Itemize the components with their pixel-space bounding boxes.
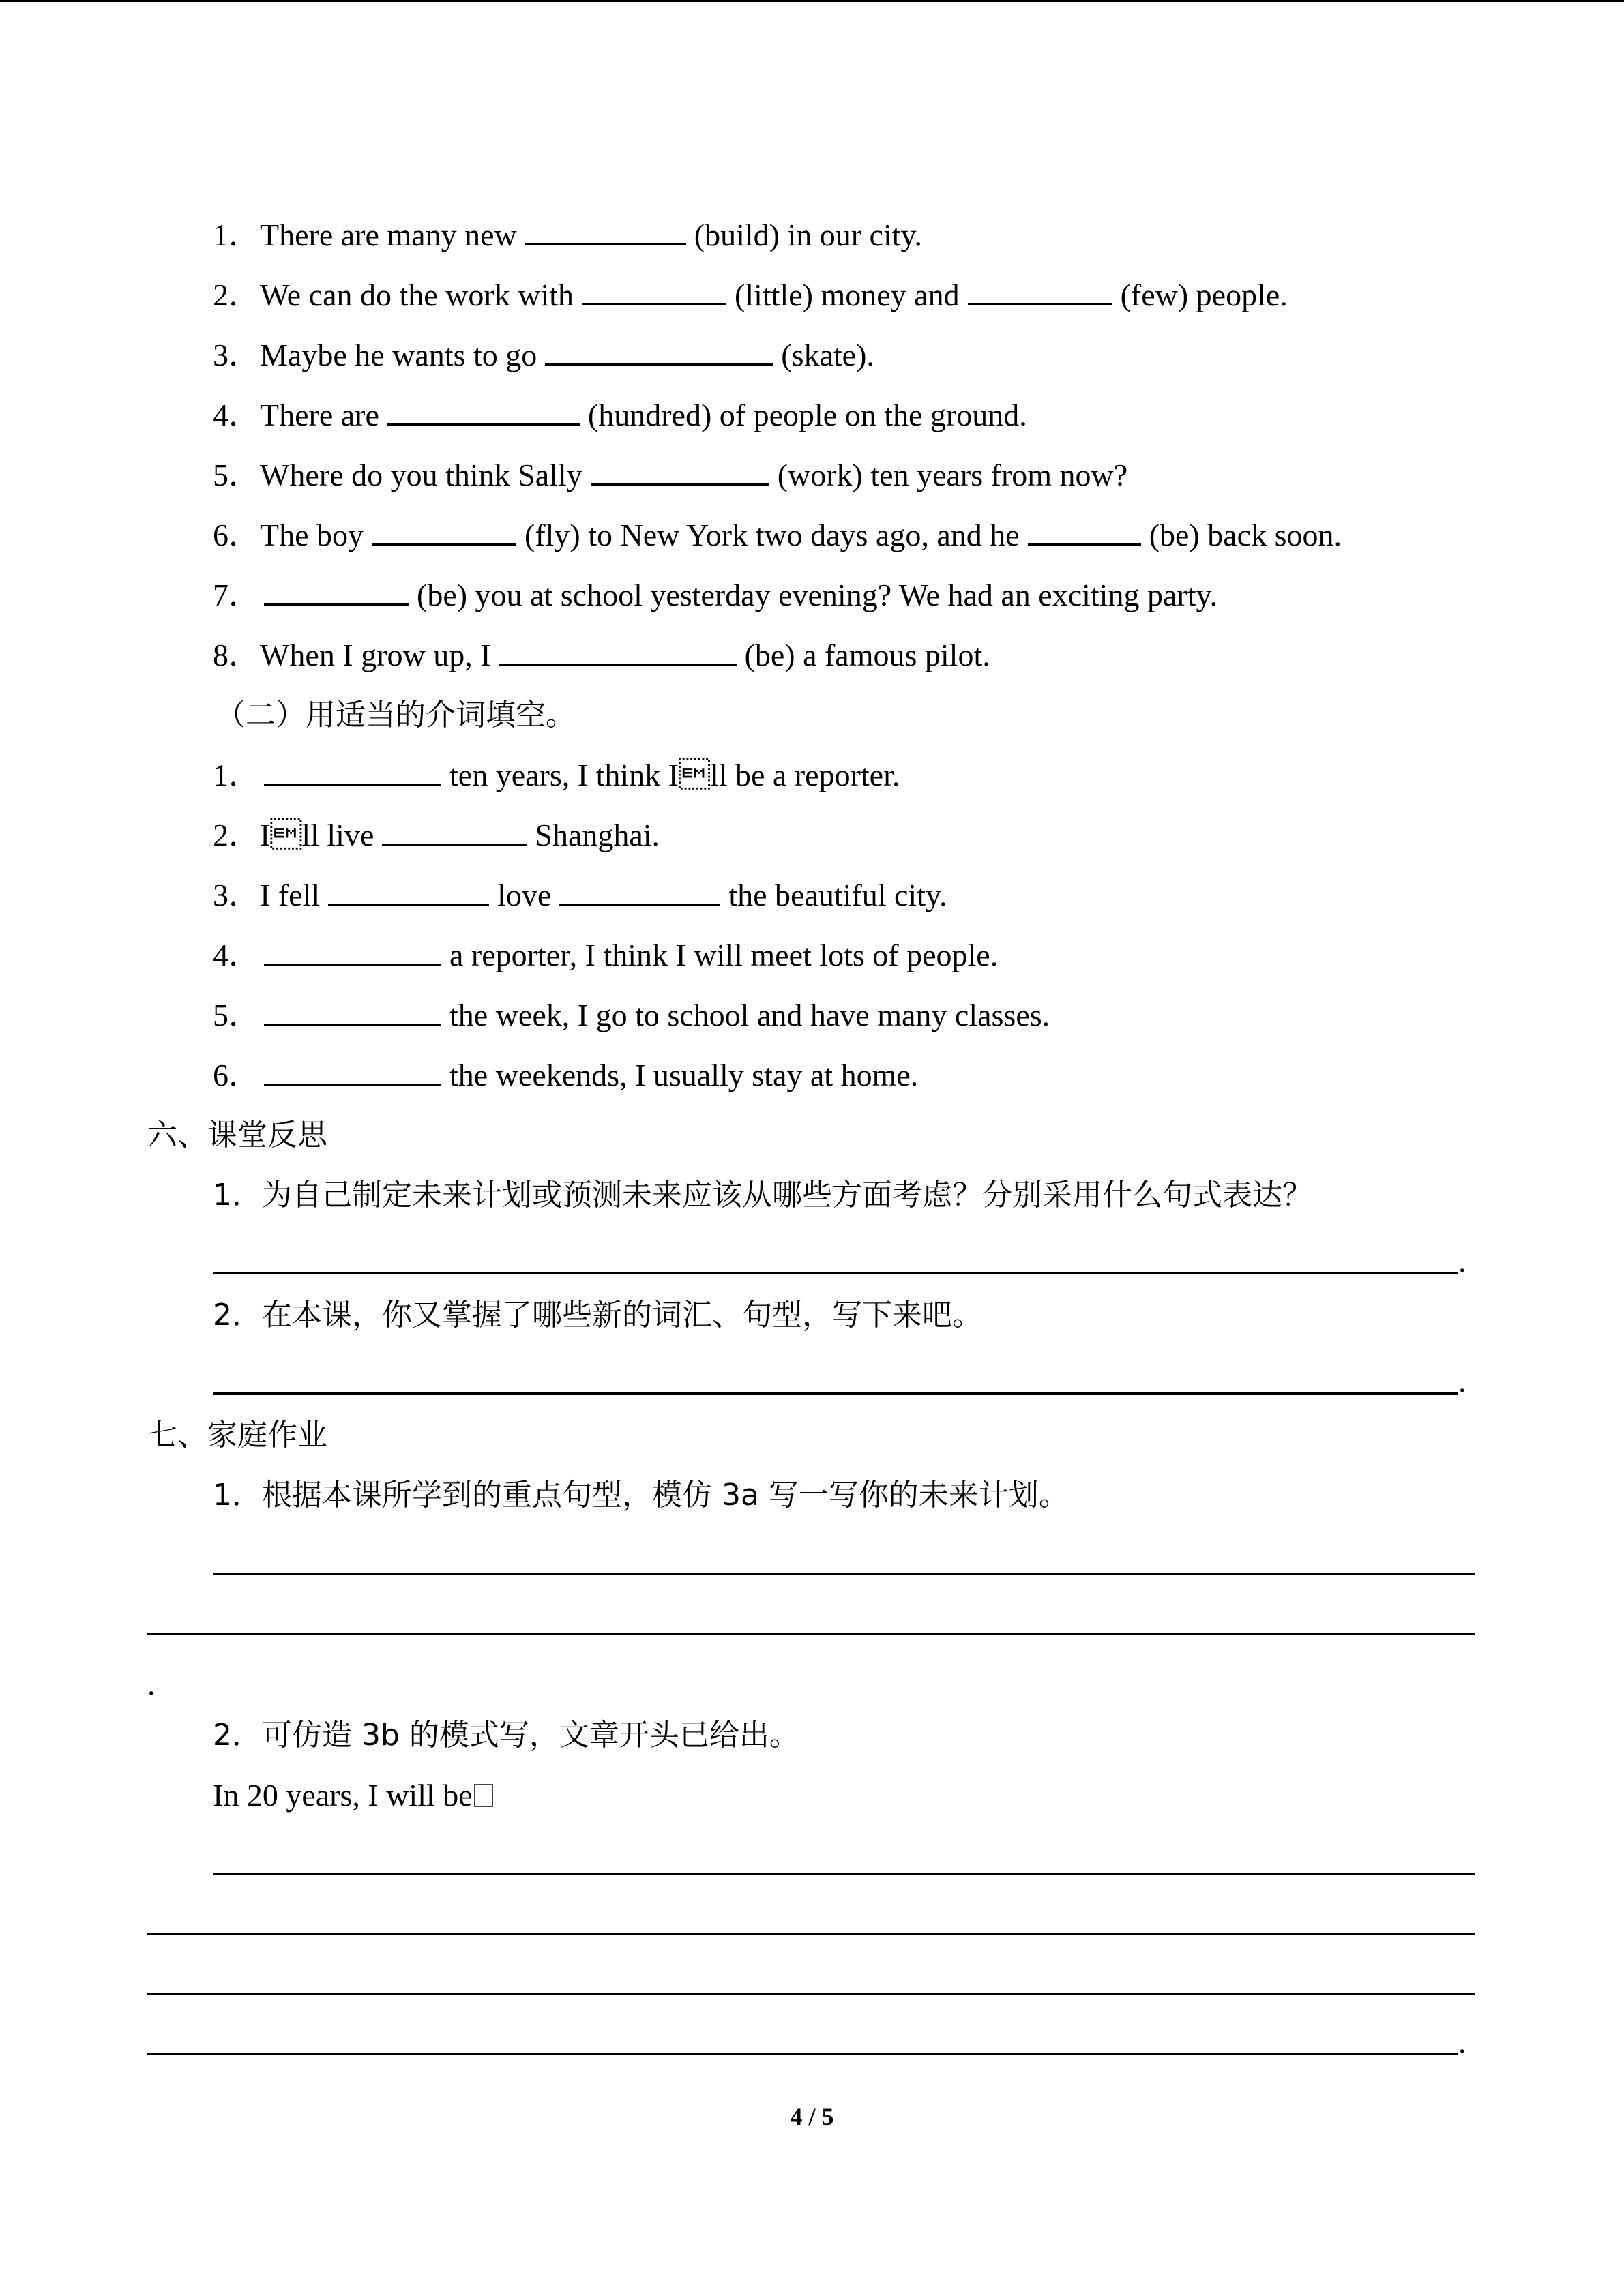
- item-text: (work) ten years from now?: [777, 458, 1128, 492]
- answer-line[interactable]: [147, 2053, 1458, 2055]
- answer-line[interactable]: [213, 1573, 1475, 1575]
- item-number: 7．: [213, 578, 260, 612]
- end-period: .: [1458, 1364, 1466, 1399]
- item-text: the week, I go to school and have many classes.: [449, 998, 1050, 1032]
- exercise-1-6: [213, 515, 1342, 556]
- section-seven-heading: 七、家庭作业: [147, 1418, 327, 1452]
- answer-blank[interactable]: [525, 216, 686, 245]
- answer-blank[interactable]: [591, 456, 769, 486]
- item-text: (be) you at school yesterday evening? We had an exciting party.: [417, 578, 1217, 612]
- exercise-2-3: [213, 875, 947, 916]
- answer-line[interactable]: [213, 1392, 1458, 1395]
- item-text: There are many new: [260, 218, 517, 252]
- item-text: love: [497, 878, 552, 912]
- exercise-1-5: [213, 455, 1127, 496]
- item-text: a reporter, I think I will meet lots of people.: [449, 938, 999, 972]
- item-text: (skate).: [781, 338, 874, 372]
- item-text: I fell: [260, 878, 321, 912]
- answer-blank[interactable]: [382, 816, 527, 846]
- item-number: 1．: [213, 218, 260, 252]
- answer-blank[interactable]: [499, 636, 737, 666]
- section-six-heading: 六、课堂反思: [147, 1118, 327, 1152]
- end-period: .: [1458, 1244, 1466, 1279]
- item-text: (little) money and: [735, 278, 960, 312]
- answer-blank[interactable]: [582, 276, 726, 305]
- answer-line[interactable]: [147, 1993, 1475, 1995]
- item-number: 2．: [213, 278, 260, 312]
- item-number: 3．: [213, 878, 260, 912]
- item-text: the beautiful city.: [728, 878, 947, 912]
- writing-starter: [213, 1775, 493, 1816]
- item-number: 1．: [213, 758, 260, 792]
- answer-line[interactable]: [147, 1633, 1475, 1635]
- answer-blank[interactable]: [264, 576, 409, 606]
- item-number: 2．: [213, 818, 260, 852]
- reflection-question-1: 1．为自己制定未来计划或预测未来应该从哪些方面考虑？分别采用什么句式表达？: [213, 1178, 1312, 1212]
- exercise-1-3: [213, 335, 874, 376]
- answer-line[interactable]: [213, 1873, 1475, 1875]
- end-period: .: [1458, 2025, 1466, 2059]
- reflection-question-2: 2．在本课，你又掌握了哪些新的词汇、句型，写下来吧。: [213, 1298, 982, 1332]
- item-number: 6．: [213, 1058, 260, 1092]
- item-text: Where do you think Sally: [260, 458, 582, 492]
- item-text: (few) people.: [1120, 278, 1288, 312]
- answer-blank[interactable]: [1028, 516, 1141, 546]
- answer-blank[interactable]: [328, 876, 489, 906]
- exercise-2-5: [213, 995, 1050, 1036]
- item-number: 8．: [213, 638, 260, 672]
- end-period: .: [147, 1667, 156, 1701]
- item-number: 6．: [213, 518, 260, 552]
- exercise-2-2: [213, 815, 660, 856]
- item-number: 5．: [213, 998, 260, 1032]
- item-text: ten years, I think Ill be a reporter.: [449, 758, 900, 792]
- item-text: (build) in our city.: [694, 218, 923, 252]
- homework-question-1: 1．根据本课所学到的重点句型，模仿 3a 写一写你的未来计划。: [213, 1478, 1069, 1512]
- answer-blank[interactable]: [545, 336, 773, 366]
- answer-blank[interactable]: [559, 876, 720, 906]
- item-text: (hundred) of people on the ground.: [587, 398, 1027, 432]
- item-text: We can do the work with: [260, 278, 574, 312]
- answer-line[interactable]: [213, 1272, 1458, 1274]
- exercise-1-2: [213, 275, 1288, 316]
- exercise-2-4: [213, 935, 998, 976]
- exercise-1-1: [213, 215, 922, 256]
- page-number: 4 / 5: [790, 2103, 834, 2130]
- item-text: Ill live: [260, 818, 374, 852]
- exercise-1-7: [213, 575, 1217, 616]
- item-text: There are: [260, 398, 379, 432]
- part-two-heading: （二）用适当的介词填空。: [216, 698, 576, 732]
- top-border: [0, 0, 1624, 2]
- answer-blank[interactable]: [968, 276, 1112, 305]
- exercise-1-8: [213, 635, 990, 676]
- answer-blank[interactable]: [387, 396, 580, 426]
- answer-blank[interactable]: [264, 756, 441, 786]
- exercise-2-1: [213, 755, 900, 796]
- item-text: (fly) to New York two days ago, and he: [525, 518, 1020, 552]
- item-text: When I grow up, I: [260, 638, 491, 672]
- item-text: Shanghai.: [535, 818, 660, 852]
- item-number: 3．: [213, 338, 260, 372]
- homework-question-2: 2．可仿造 3b 的模式写，文章开头已给出。: [213, 1718, 799, 1753]
- item-text: the weekends, I usually stay at home.: [449, 1058, 919, 1092]
- exercise-1-4: [213, 395, 1027, 436]
- answer-blank[interactable]: [264, 936, 441, 966]
- starter-text: In 20 years, I will be: [213, 1778, 473, 1813]
- item-text: (be) back soon.: [1149, 518, 1342, 552]
- item-number: 4．: [213, 938, 260, 972]
- item-number: 5．: [213, 458, 260, 492]
- item-text: (be) a famous pilot.: [744, 638, 990, 672]
- item-text: Maybe he wants to go: [260, 338, 537, 372]
- answer-blank[interactable]: [372, 516, 516, 546]
- placeholder-box-icon: [474, 1784, 493, 1807]
- answer-blank[interactable]: [264, 1056, 441, 1086]
- answer-blank[interactable]: [264, 996, 441, 1026]
- exercise-2-6: [213, 1055, 918, 1096]
- item-number: 4．: [213, 398, 260, 432]
- item-text: The boy: [260, 518, 364, 552]
- answer-line[interactable]: [147, 1933, 1475, 1935]
